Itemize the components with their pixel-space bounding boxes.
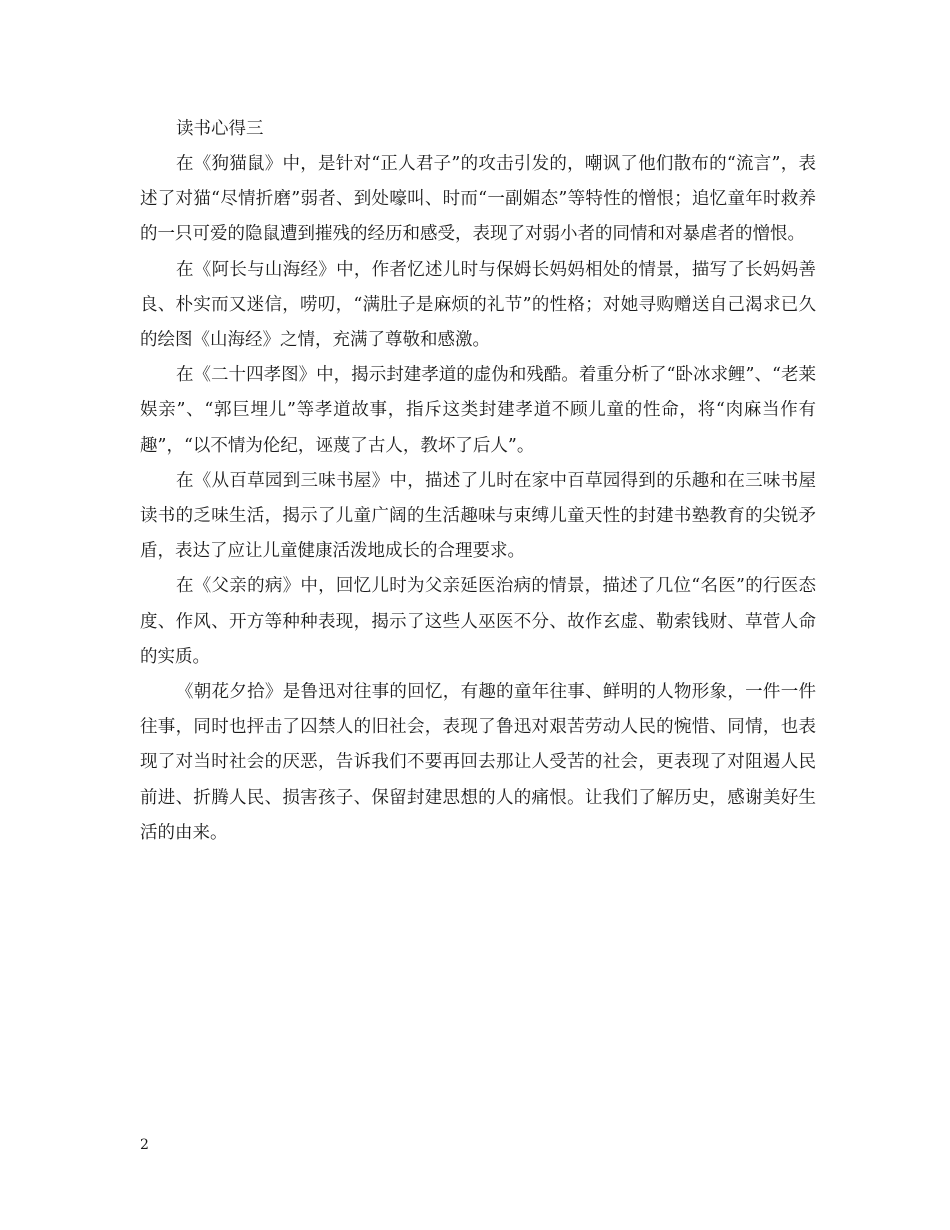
document-heading: 读书心得三: [176, 119, 264, 139]
document-body: [140, 112, 816, 851]
paragraph-conclusion: 《朝花夕拾》是鲁迅对往事的回忆，有趣的童年往事、鲜明的人物形象，一件一件往事，同时也抨击了囚禁人的旧社会，表现了鲁迅对艰苦劳动人民的惋惜、同情，也表现了对当时社会的厌恶，告诉我们不要再回去那让人受苦的社会，更表现了对阻遏人民前进、折腾人民、损害孩子、保留封建思想的人的痛恨。让我们了解历史，感谢美好生活的由来。: [140, 682, 816, 843]
paragraph-twenty-four-filial: 在《二十四孝图》中，揭示封建孝道的虚伪和残酷。着重分析了“卧冰求鲤”、“老莱娱亲”、“郭巨埋儿”等孝道故事，指斥这类封建孝道不顾儿童的性命，将“肉麻当作有趣”，“以不情为伦纪，诬蔑了古人，教坏了后人”。: [140, 365, 816, 456]
paragraph-ah-chang: 在《阿长与山海经》中，作者忆述儿时与保姆长妈妈相处的情景，描写了长妈妈善良、朴实而又迷信，唠叨，“满肚子是麻烦的礼节”的性格；对她寻购赠送自己渴求已久的绘图《山海经》之情，充满了尊敬和感激。: [140, 259, 816, 351]
page-number: 2: [140, 1137, 149, 1153]
paragraph-hundred-grass-garden: 在《从百草园到三味书屋》中，描述了儿时在家中百草园得到的乐趣和在三味书屋读书的乏味生活，揭示了儿童广阔的生活趣味与束缚儿童天性的封建书塾教育的尖锐矛盾，表达了应让儿童健康活泼地成长的合理要求。: [140, 470, 816, 562]
paragraph-father-illness: 在《父亲的病》中，回忆儿时为父亲延医治病的情景，描述了几位“名医”的行医态度、作风、开方等种种表现，揭示了这些人巫医不分、故作玄虚、勒索钱财、草菅人命的实质。: [140, 576, 816, 667]
paragraph-dog-cat-mouse: 在《狗猫鼠》中，是针对“正人君子”的攻击引发的，嘲讽了他们散布的“流言”，表述了对猫“尽情折磨”弱者、到处嚎叫、时而“一副媚态”等特性的憎恨；追忆童年时救养的一只可爱的隐鼠遭到摧残的经历和感受，表现了对弱小者的同情和对暴虐者的憎恨。: [140, 154, 816, 245]
